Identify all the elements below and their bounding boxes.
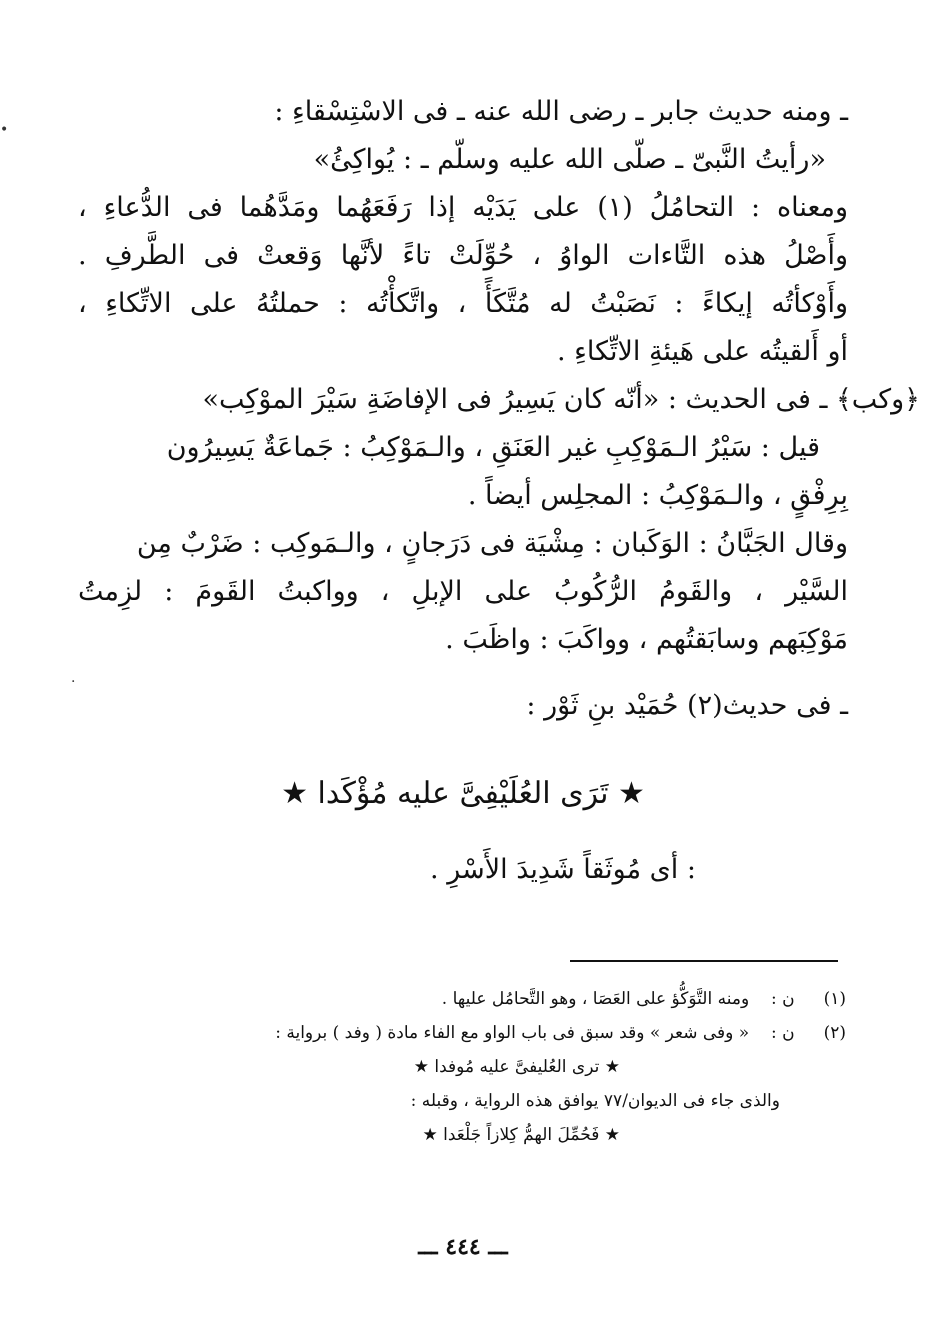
footnote-continuation: والذى جاء فى الديوان/٧٧ يوافق هذه الرواية ، وقبله : [410,1091,780,1111]
entry-wakab-line-2: قيل : سَيْرُ الـمَوْكِبِ غير العَنَقِ ، والـمَوْكِبُ : جَماعَةٌ يَسِيرُون [166,432,820,463]
margin-mark: · [71,674,76,690]
entry-wakab-line-3: بِرِفْقٍ ، والـمَوْكِبُ : المجلِس أيضاً . [467,480,848,511]
margin-mark: • [0,122,9,138]
main-text [78,88,920,730]
text-line-6: أو أَلقيتُه على هَيئةِ الاتِّكاءِ . [556,336,848,367]
text-line-2: «رأيتُ النَّبىّ ـ صلّى الله عليه وسلّم ـ : يُواكِئُ» [313,144,826,175]
entry-wakab-line-5: السَّيْر ، والقَومُ الرُّكُوبُ على الإبلِ ، وواكبتُ القَومَ : لزِمتُ [78,576,848,607]
verse-gloss: : أى مُوثَقاً شَدِيدَ الأَسْرِ . [430,854,696,885]
footnote-1 [146,982,846,1016]
footnotes [146,982,846,1152]
footnote-number: (٢) [823,1023,846,1043]
footnote-verse-2: ★ فَحُمِّلَ الهمُّ كِلازاً جَلْعَدا ★ [422,1125,620,1145]
text-line-3: ومعناه : التحامُلُ (١) على يَدَيْه إذا رَفَعَهُما ومَدَّهُما فى الدُّعاءِ ، [78,192,848,223]
footnote-verse-1: ★ ترى العُليفىَّ عليه مُوفدا ★ [413,1057,620,1077]
footnote-2 [146,1016,846,1050]
entry-wakab-line-6: مَوْكِبَهم وسابَقتُهم ، وواكَبَ : واظَبَ . [445,624,848,655]
poetry-verse: ★ تَرَى العُلَيْفِىَّ عليه مُؤْكَدا ★ [281,776,645,811]
text-line-5: وأَوْكأتُه إيكاءً : نَصَبْتُ له مُتَّكَأً ، واتَّكأْتُه : حملتُهُ على الاتِّكاءِ ، [78,288,848,319]
entry-wakab-line-4: وقال الجَبَّانُ : الوَكَبان : مِشْيَة فى دَرَجانٍ ، والـمَوكِب : ضَرْبٌ مِن [136,528,848,559]
footnote-source: ن : [770,989,795,1009]
entry-headword: ﴿وكب﴾ [835,384,920,415]
hadith-humayd: ـ فى حديث(٢) حُمَيْد بنِ ثَوْر : [526,690,848,721]
text-line-4: وأَصْلُ هذه التَّاءات الواوُ ، حُوِّلَتْ تاءً لأنَّها وَقعتْ فى الطَّرفِ . [78,240,848,271]
entry-wakab-hadith: ـ فى الحديث : «أنّه كان يَسِيرُ فى الإفاضَةِ سَيْرَ الموْكِب» [202,384,828,415]
text-line-1: ـ ومنه حديث جابر ـ رضى الله عنه ـ فى الاسْتِسْقاءِ : [274,96,848,127]
footnote-number: (١) [823,989,846,1009]
page-number: ـــ ٤٤٤ ـــ [418,1234,508,1260]
entry-wakab-line-1 [78,376,920,424]
footnote-source: ن : [770,1023,795,1043]
footnote-text: « وفى شعر » وقد سبق فى باب الواو مع الفاء مادة ( وفد ) برواية : [275,1023,750,1043]
footnote-text: ومنه التَّوَكُّؤ على العَصَا ، وهو التَّحامُل عليها . [441,989,750,1009]
footnote-separator [570,960,838,962]
